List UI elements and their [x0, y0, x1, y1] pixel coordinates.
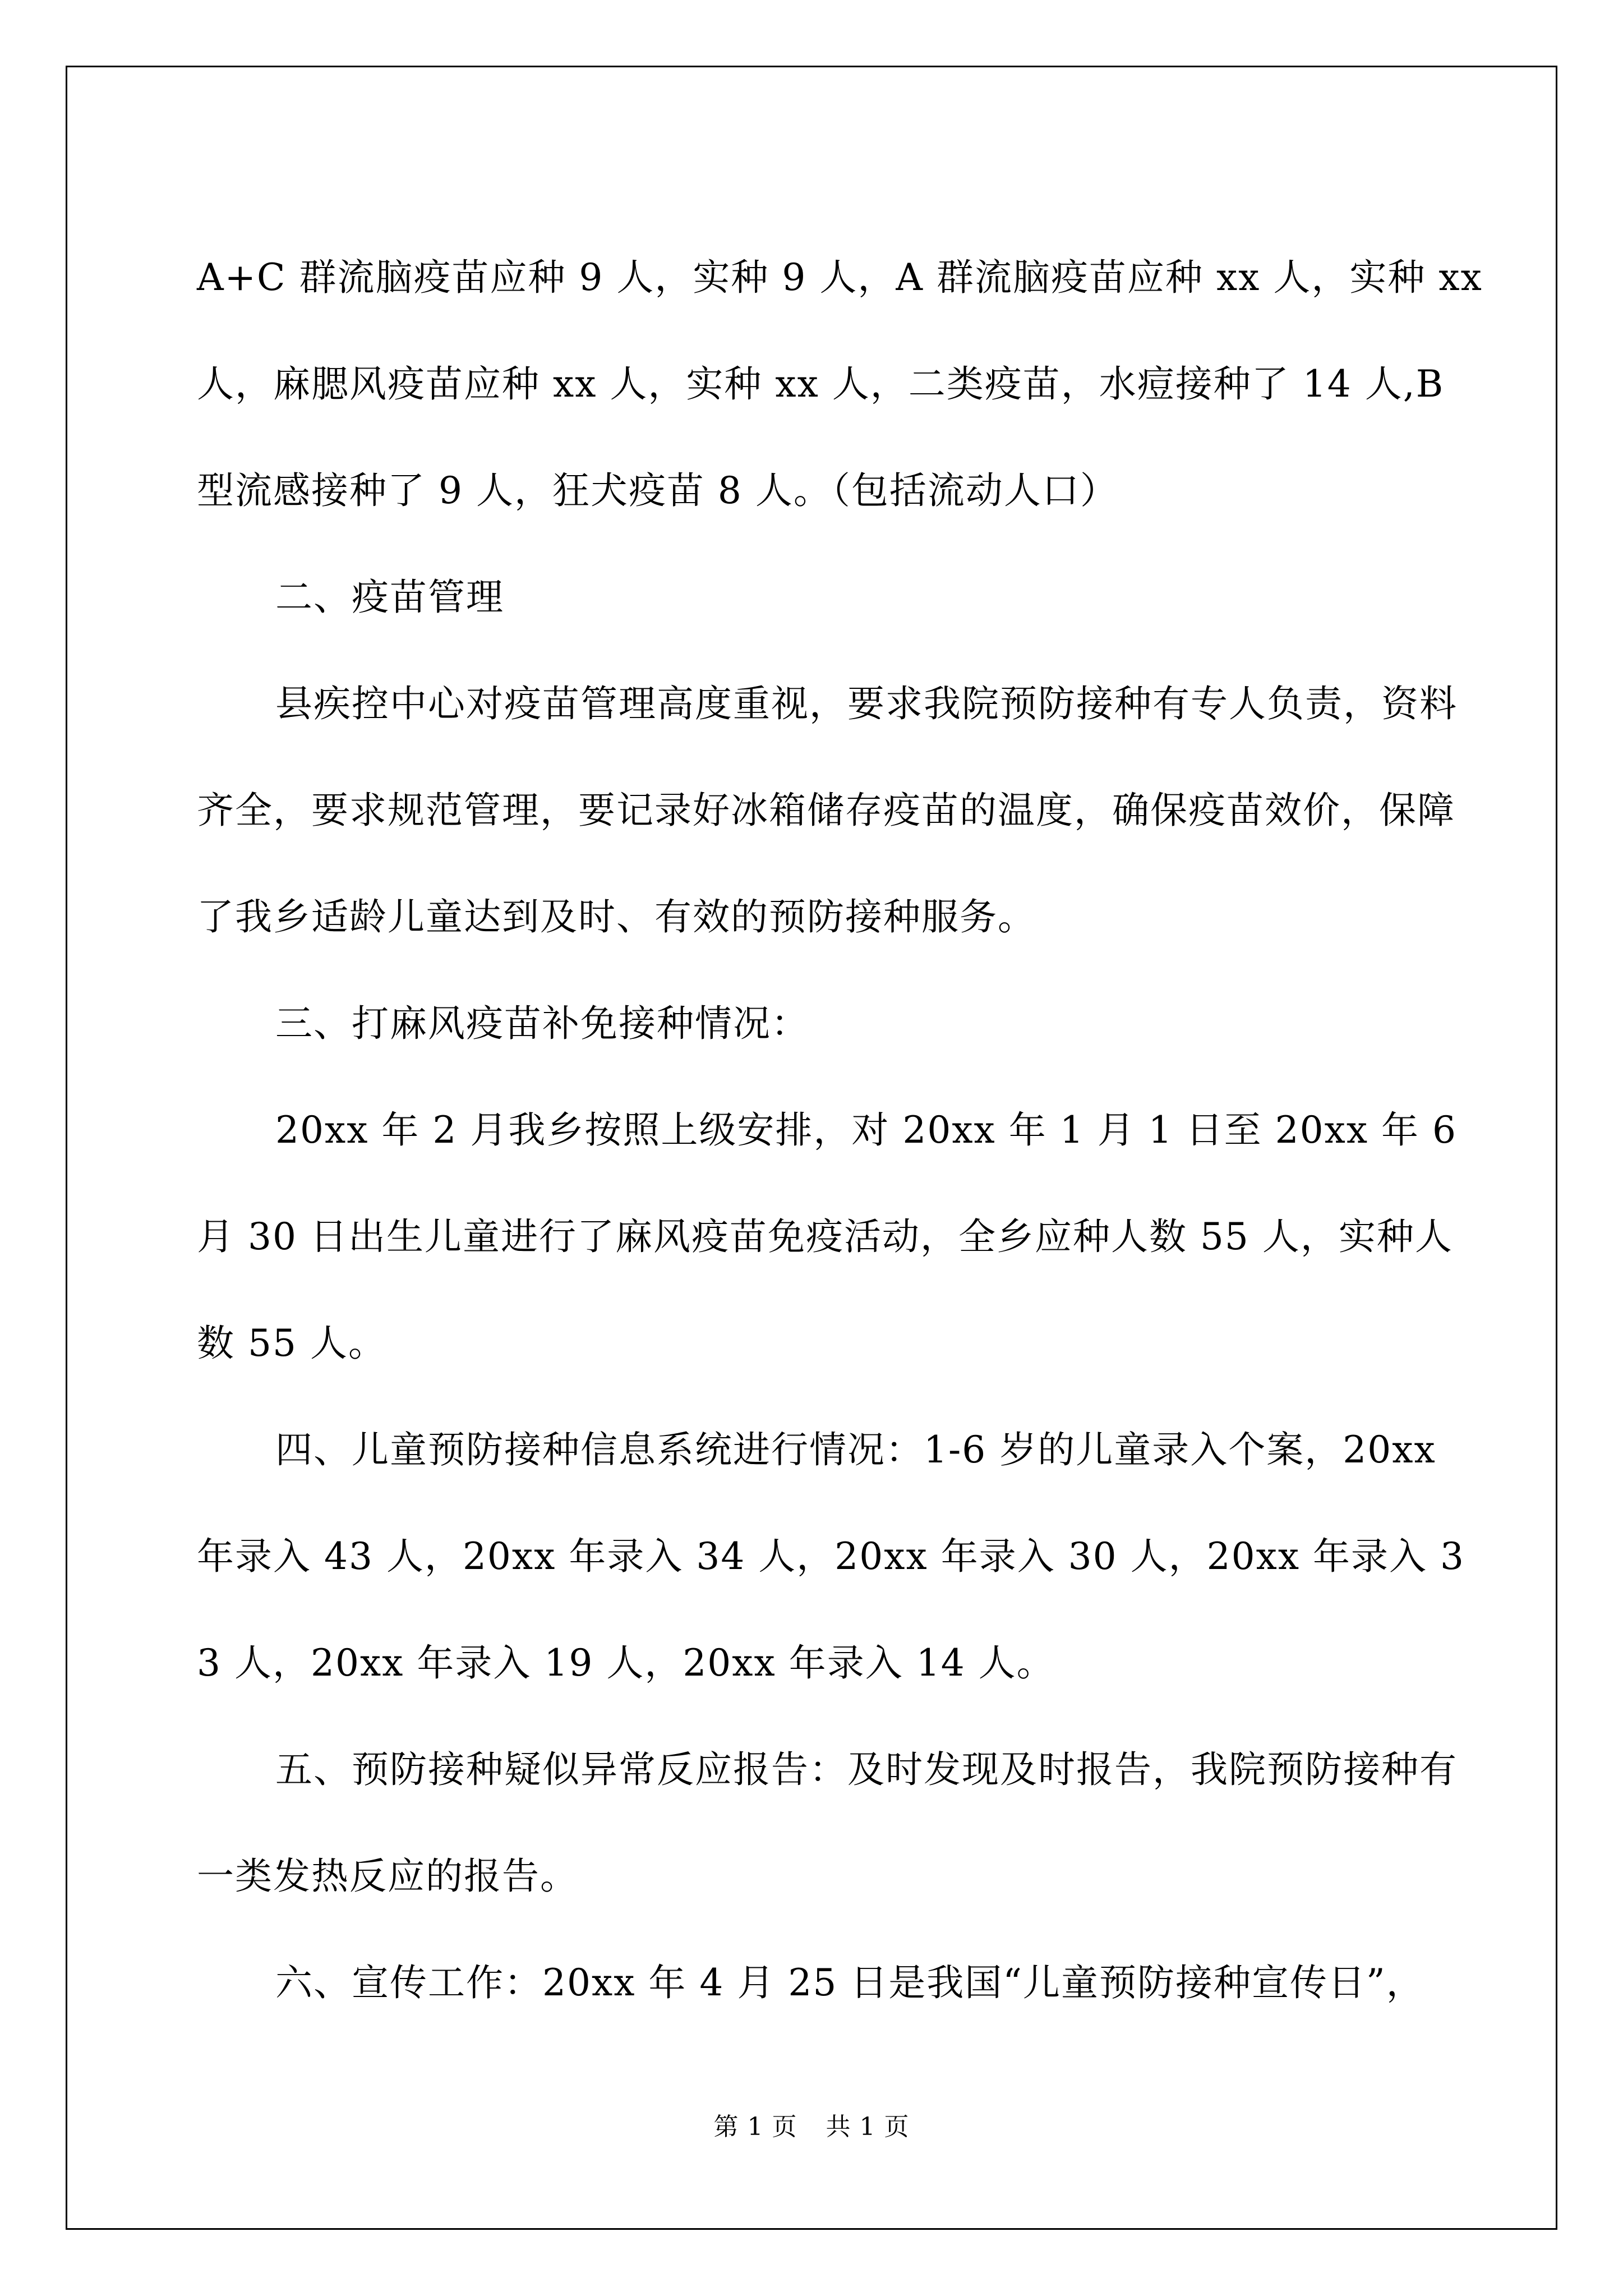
- paragraph-measles-rubella: 20xx 年 2 月我乡按照上级安排，对 20xx 年 1 月 1 日至 20xx 年 6 月 30 日出生儿童进行了麻风疫苗免疫活动，全乡应种人数 55 人，实种人数 55 人。: [197, 1108, 1457, 1365]
- paragraph-information-system: 四、儿童预防接种信息系统进行情况：1-6 岁的儿童录入个案，20xx 年录入 43 人，20xx 年录入 34 人，20xx 年录入 30 人，20xx 年录入 33 人，20xx 年录入 19 人，20xx 年录入 14 人。: [197, 1428, 1465, 1685]
- heading-measles-rubella: 三、打麻风疫苗补免接种情况：: [275, 1002, 809, 1045]
- page-number-total: 共 1 页: [826, 2113, 910, 2141]
- document-body: [197, 224, 1487, 2036]
- paragraph-publicity: 六、宣传工作：20xx 年 4 月 25 日是我国“儿童预防接种宣传日”，: [275, 1961, 1424, 2004]
- paragraph-vaccination-counts: A+C 群流脑疫苗应种 9 人，实种 9 人，A 群流脑疫苗应种 xx 人，实种 xx 人，麻腮风疫苗应种 xx 人，实种 xx 人，二类疫苗，水痘接种了 14 人,B 型流感接种了 9 人，狂犬疫苗 8 人。（包括流动人口）: [197, 256, 1483, 512]
- page-footer: [0, 2106, 1623, 2142]
- paragraph-adverse-reaction: 五、预防接种疑似异常反应报告：及时发现及时报告，我院预防接种有一类发热反应的报告。: [197, 1748, 1458, 1898]
- page-number-current: 第 1 页: [713, 2113, 797, 2141]
- heading-vaccine-management: 二、疫苗管理: [275, 576, 504, 619]
- paragraph-vaccine-management: 县疾控中心对疫苗管理高度重视，要求我院预防接种有专人负责，资料齐全，要求规范管理，要记录好冰箱储存疫苗的温度，确保疫苗效价，保障了我乡适龄儿童达到及时、有效的预防接种服务。: [197, 682, 1458, 938]
